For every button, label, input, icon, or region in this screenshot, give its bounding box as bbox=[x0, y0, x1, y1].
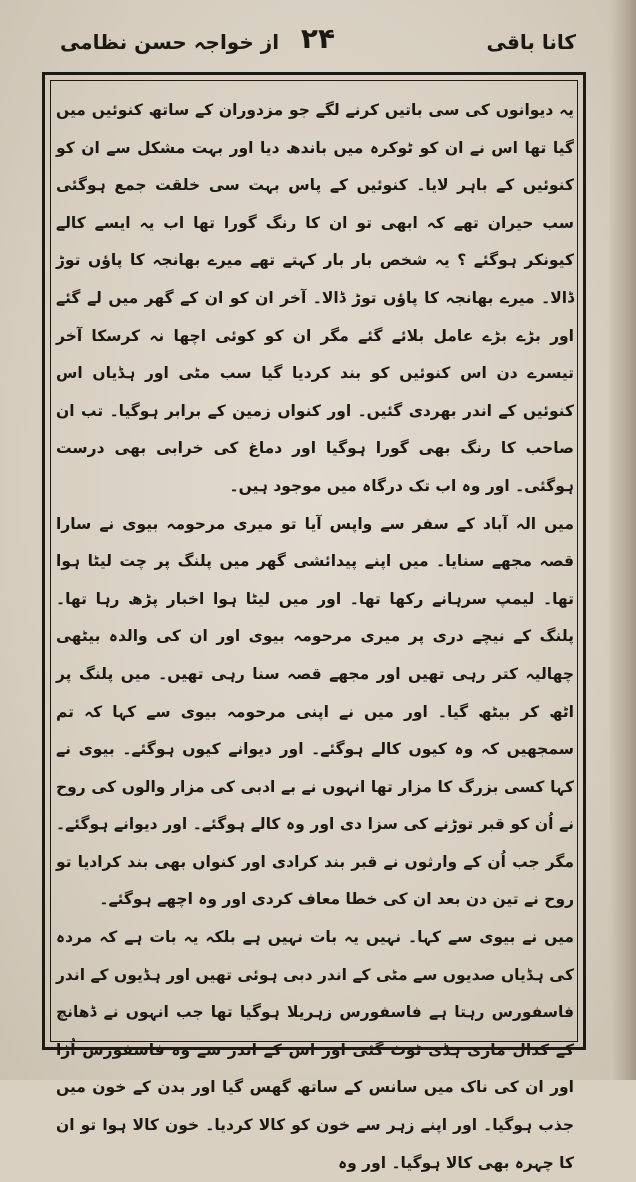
author-line: از خواجہ حسن نظامی bbox=[60, 30, 280, 54]
paragraph-2: میں الہ آباد کے سفر سے واپس آیا تو میری مرحومہ بیوی نے سارا قصہ مجھے سنایا۔ میں اپنے پیدائشی گھر میں پلنگ پر چت لیٹا ہوا تھا۔ لیمپ سرہانے رکھا تھا۔ اور میں لیٹا ہوا اخبار پڑھ رہا تھا۔ پلنگ کے نیچے دری پر میری مرحومہ بیوی اور ان کی والدہ بیٹھی چھالیہ کتر رہی تھیں اور مجھے قصہ سنا رہی تھیں۔ میں پلنگ پر اٹھ کر بیٹھ گیا۔ اور میں نے اپنی مرحومہ بیوی سے کہا کہ تم سمجھیں کہ وہ کیوں کالے ہوگئے۔ اور دیوانے کیوں ہوگئے۔ بیوی نے کہا کسی بزرگ کا مزار تھا انہوں نے بے ادبی کی مزار والوں کی روح نے اُن کو قبر توڑنے کی سزا دی اور وہ کالے ہوگئے۔ اور دیوانے ہوگئے۔ مگر جب اُن کے وارثوں نے قبر بند کرادی اور کنواں بھی بند کرادیا تو روح نے تین دن بعد ان کی خطا معاف کردی اور وہ اچھے ہوگئے۔ bbox=[56, 514, 574, 909]
page-number: ۲۴ bbox=[300, 22, 336, 55]
paragraph-3: میں نے بیوی سے کہا۔ نہیں یہ بات نہیں ہے بلکہ یہ بات ہے کہ مردہ کی ہڈیاں صدیوں سے مٹی کے اندر دبی ہوئی تھیں اور ہڈیوں کے اندر فاسفورس رہتا ہے فاسفورس زہریلا ہوگیا تھا جب انہوں نے ڈھانچ کے کدال ماری ہڈی ٹوٹ گئی اور اس کے اندر سے وہ فاسفورس اُڑا اور ان کی ناک میں سانس کے ساتھ گھس گیا اور بدن کے خون میں جذب ہوگیا۔ اور اپنے زہر سے خون کو کالا کردیا۔ خون کالا ہوا تو ان کا چہرہ بھی کالا ہوگیا۔ اور وہ bbox=[56, 928, 574, 1172]
paragraph-1: یہ دیوانوں کی سی باتیں کرنے لگے جو مزدوران کے ساتھ کنوئیں میں گیا تھا اس نے ان کو ٹوکرہ میں باندھ دیا اور بہت مشکل سے ان کو کنوئیں کے باہر لایا۔ کنوئیں کے پاس بہت سی خلقت جمع ہوگئی سب حیران تھے کہ ابھی تو ان کا رنگ گورا تھا اب یہ ایسے کالے کیونکر ہوگئے ؟ یہ شخص بار بار کہتے تھے میرے بھانجہ کا پاؤں توڑ ڈالا۔ میرے بھانجہ کا پاؤں توڑ ڈالا۔ آخر ان کو ان کے گھر میں لے گئے اور بڑے بڑے عامل بلائے گئے مگر ان کو کوئی اچھا نہ کرسکا آخر تیسرے دن اس کنوئیں کو بند کردیا گیا سب مٹی اور ہڈیاں اس کنوئیں کے اندر بھردی گئیں۔ اور کنواں زمین کے برابر ہوگیا۔ تب ان صاحب کا رنگ بھی گورا ہوگیا اور دماغ کی خرابی بھی درست ہوگئی۔ اور وہ اب تک درگاہ میں موجود ہیں۔ bbox=[56, 101, 574, 495]
text-body bbox=[56, 92, 574, 1172]
book-spine-shadow bbox=[610, 0, 636, 1080]
page-header bbox=[60, 22, 576, 66]
book-title: کانا باقی bbox=[486, 30, 576, 54]
